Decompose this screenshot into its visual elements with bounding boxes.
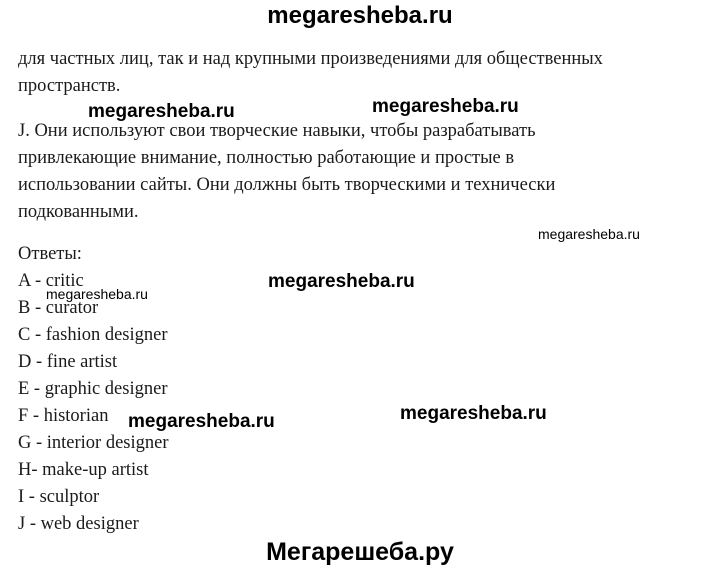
answer-item: H- make-up artist — [18, 460, 149, 480]
watermark-bottom: Мегарешеба.ру — [266, 538, 454, 566]
watermark: megaresheba.ru — [88, 101, 235, 122]
text-line: привлекающие внимание, полностью работающие и простые в — [18, 148, 515, 168]
answer-item: C - fashion designer — [18, 325, 168, 345]
text-line: использовании сайты. Они должны быть творческими и технически — [18, 175, 556, 195]
answer-item: F - historian — [18, 406, 109, 426]
text-line: J. Они используют свои творческие навыки, чтобы разрабатывать — [18, 121, 536, 141]
watermark: megaresheba.ru — [268, 271, 415, 292]
answer-item: J - web designer — [18, 514, 139, 534]
watermark: megaresheba.ru — [128, 411, 275, 432]
text-line: для частных лиц, так и над крупными произведениями для общественных — [18, 49, 603, 69]
answers-heading: Ответы: — [18, 244, 82, 264]
text-line: подкованными. — [18, 202, 139, 222]
answer-item: D - fine artist — [18, 352, 118, 372]
watermark: megaresheba.ru — [372, 96, 519, 117]
watermark: megaresheba.ru — [46, 286, 148, 302]
watermark: megaresheba.ru — [400, 403, 547, 424]
text-line: пространств. — [18, 76, 121, 96]
watermark: megaresheba.ru — [538, 226, 640, 242]
answer-item: G - interior designer — [18, 433, 169, 453]
answer-item: I - sculptor — [18, 487, 100, 507]
answer-item: A - critic — [18, 271, 84, 291]
watermark-top: megaresheba.ru — [267, 2, 453, 29]
answer-item: B - curator — [18, 298, 99, 318]
answer-item: E - graphic designer — [18, 379, 168, 399]
